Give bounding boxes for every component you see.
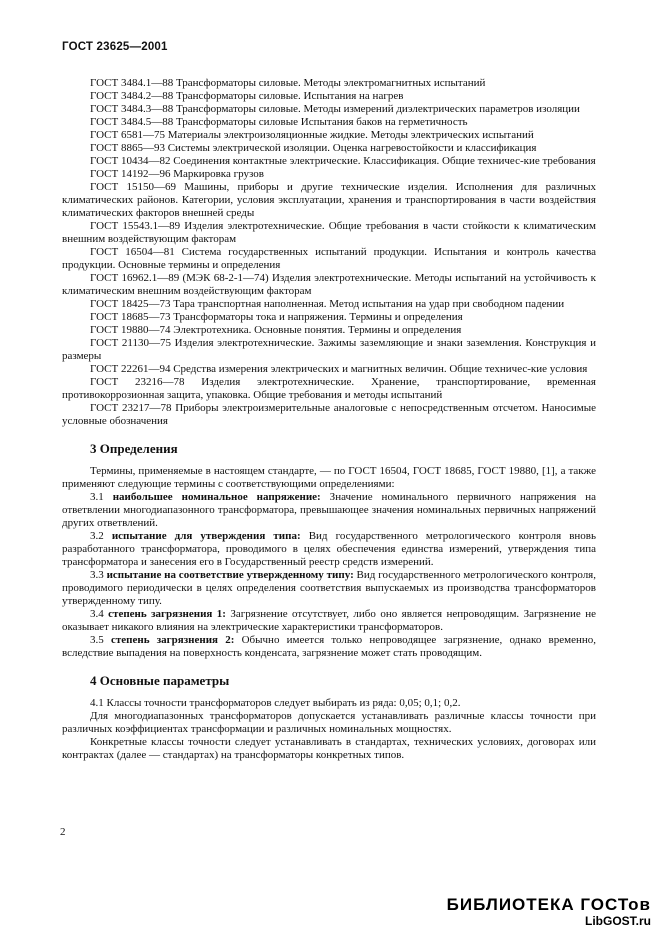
reference-item: ГОСТ 16504—81 Система государственных испытаний продукции. Испытания и контроль качества продукции. Основные термины и определения (62, 246, 596, 271)
reference-item: ГОСТ 14192—96 Маркировка грузов (90, 168, 264, 180)
definition-number: 3.4 (90, 608, 104, 620)
definition-item (62, 530, 596, 569)
reference-item: ГОСТ 21130—75 Изделия электротехнические. Зажимы заземляющие и знаки заземления. Конструкция и размеры (62, 337, 596, 362)
reference-item: ГОСТ 23216—78 Изделия электротехнические. Хранение, транспортирование, временная противокоррозионная защита, упаковка. Общие требования и методы испытаний (62, 376, 596, 401)
section-4-heading: 4 Основные параметры (90, 673, 230, 688)
reference-item: ГОСТ 3484.3—88 Трансформаторы силовые. Методы измерений диэлектрических параметров изоляции (90, 103, 580, 115)
section-3-intro: Термины, применяемые в настоящем стандарте, — по ГОСТ 16504, ГОСТ 18685, ГОСТ 19880, [1], а также применяют следующие термины с соответствующими определениями: (62, 465, 596, 490)
definition-text: Вид государственного метрологического контроля, проводимого периодически в целях определения соответствия выпускаемых из производства трансформаторов утвержденному типу. (62, 569, 596, 607)
document-header: ГОСТ 23625—2001 (62, 41, 168, 53)
reference-item: ГОСТ 22261—94 Средства измерения электрических и магнитных величин. Общие техничес-кие условия (90, 363, 588, 375)
reference-item: ГОСТ 8865—93 Системы электрической изоляции. Оценка нагревостойкости и классификация (90, 142, 537, 154)
reference-item: ГОСТ 19880—74 Электротехника. Основные понятия. Термины и определения (90, 324, 462, 336)
definition-item (62, 491, 596, 530)
definition-text: Вид государственного метрологического контроля вновь разработанного трансформатора, проводимого в целях обеспечения единства измерений, утверждения типа трансформатора и занесения его в Государственный реестр средств измерений. (62, 530, 596, 568)
section-4-paragraph: Конкретные классы точности следует устанавливать в стандартах, технических условиях, договорах или контрактах (далее — стандартах) на трансформаторы конкретных типов. (62, 736, 596, 761)
definition-item (62, 634, 596, 660)
definition-term: степень загрязнения 2: (110, 634, 235, 646)
reference-item: ГОСТ 3484.5—88 Трансформаторы силовые Испытания баков на герметичность (90, 116, 468, 128)
reference-item: ГОСТ 6581—75 Материалы электроизоляционные жидкие. Методы электрических испытаний (90, 129, 534, 141)
definition-term: испытание для утверждения типа: (111, 530, 301, 542)
page-number: 2 (60, 826, 66, 838)
watermark-line-2: LibGOST.ru (585, 914, 651, 928)
definition-number: 3.5 (90, 634, 104, 646)
watermark-line-1: БИБЛИОТЕКА ГОСТов (446, 895, 651, 914)
definition-text: Обычно имеется только непроводящее загрязнение, однако временно, вследствие выпадения на поверхность конденсата, загрязнение может стать проводящим. (62, 634, 596, 659)
reference-item: ГОСТ 18425—73 Тара транспортная наполненная. Метод испытания на удар при свободном падении (90, 298, 565, 310)
reference-item: ГОСТ 16962.1—89 (МЭК 68-2-1—74) Изделия электротехнические. Методы испытаний на устойчивость к климатическим внешним воздействующим факторам (62, 272, 596, 297)
definition-term: степень загрязнения 1: (108, 608, 226, 620)
section-3-heading: 3 Определения (90, 441, 178, 456)
definition-item (62, 608, 596, 634)
reference-item: ГОСТ 3484.2—88 Трансформаторы силовые. Испытания на нагрев (90, 90, 404, 102)
reference-item: ГОСТ 3484.1—88 Трансформаторы силовые. Методы электромагнитных испытаний (90, 77, 486, 89)
definition-number: 3.1 (90, 491, 104, 503)
reference-item: ГОСТ 23217—78 Приборы электроизмерительные аналоговые с непосредственным отсчетом. Наносимые условные обозначения (62, 402, 596, 427)
reference-item: ГОСТ 18685—73 Трансформаторы тока и напряжения. Термины и определения (90, 311, 463, 323)
reference-item: ГОСТ 10434—82 Соединения контактные электрические. Классификация. Общие техничес-кие требования (90, 155, 596, 167)
definition-text: Значение номинального первичного напряжения на ответвлении многодиапазонного трансформатора, превышающее значения номинальных первичных напряжений других ответвлений. (62, 491, 596, 529)
section-4-paragraph: 4.1 Классы точности трансформаторов следует выбирать из ряда: 0,05; 0,1; 0,2. (90, 697, 461, 709)
definition-number: 3.2 (90, 530, 104, 542)
library-watermark (447, 895, 651, 928)
definition-item (62, 569, 596, 608)
definition-text: Загрязнение отсутствует, либо оно является непроводящим. Загрязнение не оказывает никакого влияния на электрические характеристики трансформаторов. (62, 608, 596, 633)
definition-term: испытание на соответствие утвержденному типу: (106, 569, 354, 581)
document-body (62, 77, 596, 762)
normative-references-list (62, 77, 596, 428)
definition-number: 3.3 (90, 569, 104, 581)
definition-term: наибольшее номинальное напряжение: (112, 491, 321, 503)
reference-item: ГОСТ 15150—69 Машины, приборы и другие технические изделия. Исполнения для различных климатических районов. Категории, условия эксплуатации, хранения и транспортирования в части воздействия климатических факторов внешней среды (62, 181, 596, 219)
section-4-paragraph: Для многодиапазонных трансформаторов допускается устанавливать различные классы точности при различных коэффициентах трансформации и различных номинальных мощностях. (62, 710, 596, 735)
reference-item: ГОСТ 15543.1—89 Изделия электротехнические. Общие требования в части стойкости к климатическим внешним воздействующим факторам (62, 220, 596, 245)
